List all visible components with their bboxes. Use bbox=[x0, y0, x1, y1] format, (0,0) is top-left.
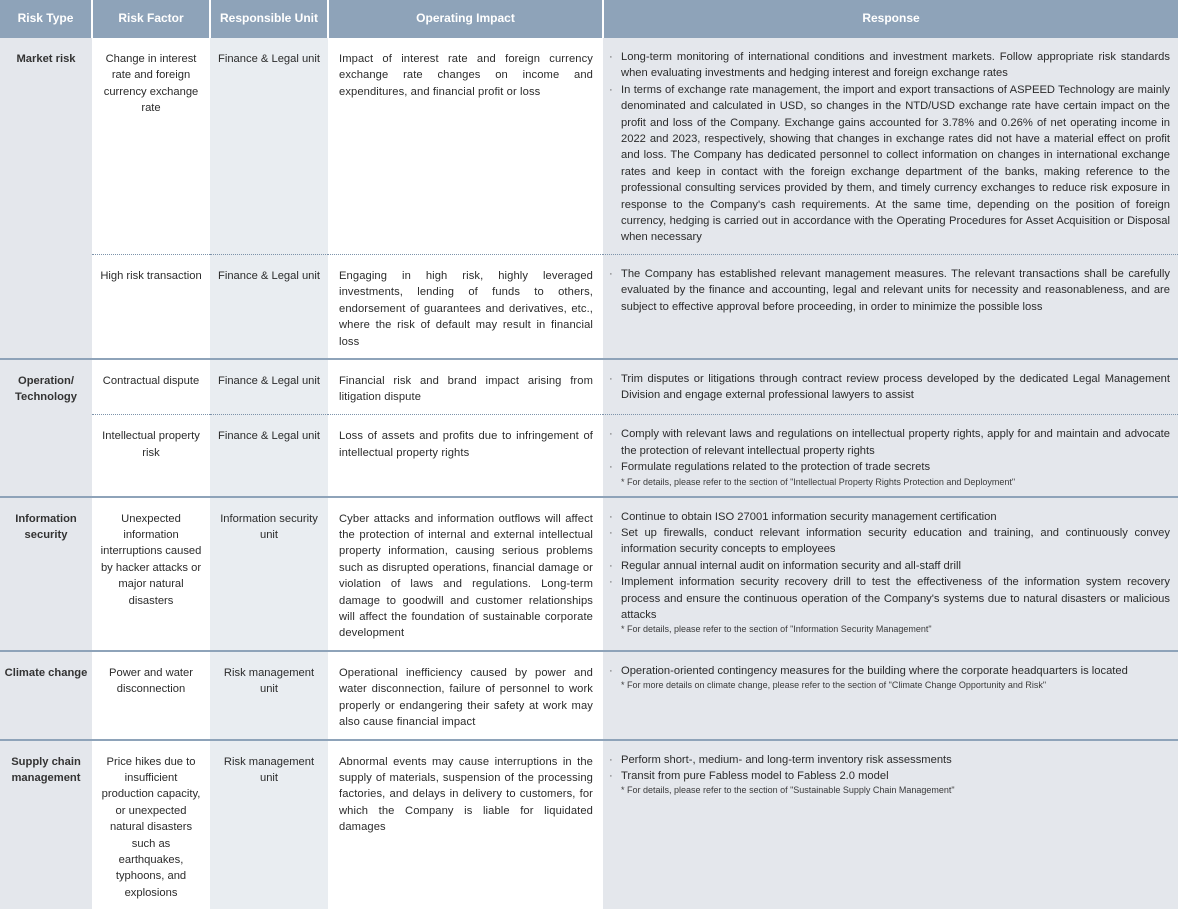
operating-impact-cell: Abnormal events may cause interruptions in the supply of materials, suspension of the processing factories, and delays in delivery to customers, for which the Company is liable for liquidated damages bbox=[328, 740, 603, 909]
response-bullet: · Regular annual internal audit on information security and all-staff drill bbox=[609, 558, 1170, 574]
table-row bbox=[0, 415, 1178, 497]
risk-type-cell: Supply chain management bbox=[0, 740, 92, 909]
response-bullet: · Implement information security recovery drill to test the effectiveness of the information system recovery process and ensure the continuous operation of the Company's systems due to natural disasters or malicious attacks bbox=[609, 574, 1170, 623]
header-risk-type: Risk Type bbox=[0, 0, 92, 37]
response-bullet: · Long-term monitoring of international conditions and investment markets. Follow appropriate risk standards when evaluating investments and hedging interest and foreign exchange rates bbox=[609, 49, 1170, 82]
response-cell bbox=[603, 415, 1178, 497]
risk-type-cell: Information security bbox=[0, 497, 92, 651]
header-risk-factor: Risk Factor bbox=[92, 0, 210, 37]
response-bullet: · Trim disputes or litigations through contract review process developed by the dedicated Legal Management Division and engage external professional lawyers to assist bbox=[609, 371, 1170, 404]
response-cell bbox=[603, 359, 1178, 415]
operating-impact-cell: Operational inefficiency caused by power and water disconnection, failure of personnel to work properly or endangering their safety at work may also cause financial impact bbox=[328, 651, 603, 740]
operating-impact-cell: Loss of assets and profits due to infringement of intellectual property rights bbox=[328, 415, 603, 497]
response-bullet: · The Company has established relevant management measures. The relevant transactions shall be carefully evaluated by the finance and accounting, legal and relevant units for necessity and reasonableness, and are subject to effective approval before proceeding, in order to minimize the possible loss bbox=[609, 266, 1170, 315]
response-bullet: · In terms of exchange rate management, the import and export transactions of ASPEED Technology are mainly denominated and calculated in USD, so changes in the NTD/USD exchange rate have certain impact on the profit and loss of the Company. Exchange gains accounted for 3.78% and 0.26% of net operating income in 2022 and 2023, respectively, showing that changes in exchange rates did not have a material effect on profit and loss. The Company has dedicated personnel to collect information on changes in international exchange rates and keep in contact with the foreign exchange department of the banks, making reference to the professional consulting services provided by them, and timely currency exchanges to reduce risk exposure in response to the Company's cash requirements. At the same time, depending on the position of foreign currency, hedging is carried out in accordance with the Operating Procedures for Asset Acquisition or Disposal when necessary bbox=[609, 82, 1170, 246]
operating-impact-cell: Impact of interest rate and foreign currency exchange rate changes on income and expenditures, and financial profit or loss bbox=[328, 37, 603, 254]
response-bullet: · Comply with relevant laws and regulations on intellectual property rights, apply for and maintain and advocate the protection of relevant intellectual property rights bbox=[609, 426, 1170, 459]
header-operating-impact: Operating Impact bbox=[328, 0, 603, 37]
operating-impact-cell: Financial risk and brand impact arising from litigation dispute bbox=[328, 359, 603, 415]
risk-factor-cell: High risk transaction bbox=[92, 254, 210, 359]
responsible-unit-cell: Finance & Legal unit bbox=[210, 359, 328, 415]
response-cell bbox=[603, 37, 1178, 254]
responsible-unit-cell: Risk management unit bbox=[210, 740, 328, 909]
response-bullet: · Formulate regulations related to the protection of trade secrets bbox=[609, 459, 1170, 475]
response-note: * For details, please refer to the section of "Sustainable Supply Chain Management" bbox=[609, 784, 1170, 796]
risk-factor-cell: Unexpected information interruptions caused by hacker attacks or major natural disasters bbox=[92, 497, 210, 651]
header-response: Response bbox=[603, 0, 1178, 37]
table-row bbox=[0, 497, 1178, 651]
response-bullet: · Continue to obtain ISO 27001 information security management certification bbox=[609, 509, 1170, 525]
table-row bbox=[0, 359, 1178, 415]
response-note: * For details, please refer to the section of "Information Security Management" bbox=[609, 623, 1170, 635]
response-cell bbox=[603, 651, 1178, 740]
table-row bbox=[0, 651, 1178, 740]
response-bullet: · Operation-oriented contingency measures for the building where the corporate headquarters is located bbox=[609, 663, 1170, 679]
response-note: * For details, please refer to the section of "Intellectual Property Rights Protection and Deployment" bbox=[609, 476, 1170, 488]
table-row bbox=[0, 740, 1178, 909]
response-cell bbox=[603, 740, 1178, 909]
risk-type-cell: Climate change bbox=[0, 651, 92, 740]
responsible-unit-cell: Information security unit bbox=[210, 497, 328, 651]
response-cell bbox=[603, 497, 1178, 651]
header-responsible-unit: Responsible Unit bbox=[210, 0, 328, 37]
risk-factor-cell: Price hikes due to insufficient production capacity, or unexpected natural disasters such as earthquakes, typhoons, and explosions bbox=[92, 740, 210, 909]
response-bullet: · Set up firewalls, conduct relevant information security education and training, and continuously convey information security concepts to employees bbox=[609, 525, 1170, 558]
response-bullet: · Transit from pure Fabless model to Fabless 2.0 model bbox=[609, 768, 1170, 784]
risk-factor-cell: Change in interest rate and foreign currency exchange rate bbox=[92, 37, 210, 254]
response-note: * For more details on climate change, please refer to the section of "Climate Change Opportunity and Risk" bbox=[609, 679, 1170, 691]
risk-type-cell: Market risk bbox=[0, 37, 92, 359]
operating-impact-cell: Cyber attacks and information outflows will affect the protection of internal and external intellectual property information, causing serious problems such as disrupted operations, financial damage or violation of laws and regulations. Long-term damage to goodwill and customer relationships will affect the foundation of sustainable corporate development bbox=[328, 497, 603, 651]
risk-factor-cell: Intellectual property risk bbox=[92, 415, 210, 497]
risk-factor-cell: Contractual dispute bbox=[92, 359, 210, 415]
responsible-unit-cell: Finance & Legal unit bbox=[210, 37, 328, 254]
table-row bbox=[0, 254, 1178, 359]
risk-type-cell: Operation/ Technology bbox=[0, 359, 92, 497]
table-header-row bbox=[0, 0, 1178, 37]
operating-impact-cell: Engaging in high risk, highly leveraged investments, lending of funds to others, endorsement of guarantees and derivatives, etc., where the risk of default may result in financial loss bbox=[328, 254, 603, 359]
responsible-unit-cell: Finance & Legal unit bbox=[210, 415, 328, 497]
table-row bbox=[0, 37, 1178, 254]
responsible-unit-cell: Finance & Legal unit bbox=[210, 254, 328, 359]
response-cell bbox=[603, 254, 1178, 359]
response-bullet: · Perform short-, medium- and long-term inventory risk assessments bbox=[609, 752, 1170, 768]
risk-factor-cell: Power and water disconnection bbox=[92, 651, 210, 740]
responsible-unit-cell: Risk management unit bbox=[210, 651, 328, 740]
